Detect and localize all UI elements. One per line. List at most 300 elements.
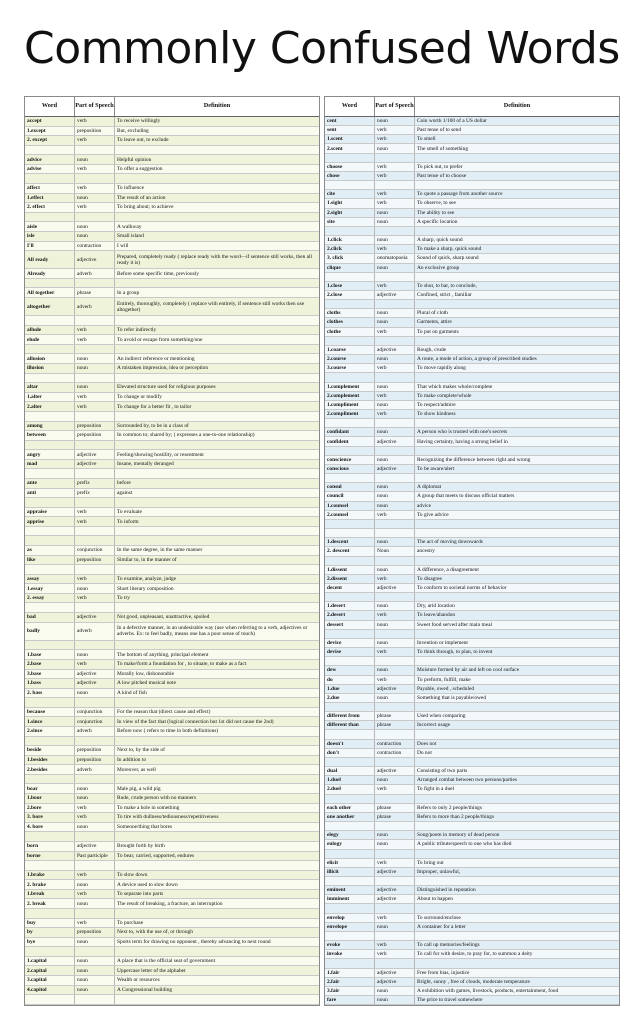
definition-cell: Morally low, dishonorable bbox=[117, 670, 174, 677]
definition-cell: A kind of fish bbox=[117, 689, 147, 696]
word-cell bbox=[25, 565, 75, 574]
definition-cell: To change for a better fit , to tailor bbox=[117, 403, 192, 410]
table-row bbox=[25, 575, 319, 585]
word-cell: 2.besides bbox=[25, 765, 75, 774]
table-row bbox=[325, 978, 619, 987]
definition-cell: Elevated structure used for religious purposes bbox=[117, 384, 216, 391]
word-cell: 2.base bbox=[25, 660, 75, 669]
definition-cell bbox=[115, 345, 319, 354]
word-cell: All together bbox=[25, 288, 75, 297]
part-of-speech-cell: noun bbox=[375, 987, 415, 995]
word-cell: 1.brake bbox=[25, 871, 75, 880]
definition-cell: To purchase bbox=[117, 919, 144, 926]
table-row bbox=[325, 245, 619, 254]
definition-cell: A container for a letter bbox=[417, 923, 466, 930]
table-row bbox=[25, 670, 319, 680]
definition-cell bbox=[415, 904, 619, 912]
word-cell bbox=[25, 641, 75, 650]
part-of-speech-cell: noun bbox=[75, 938, 115, 947]
word-cell: 3. click bbox=[325, 254, 375, 262]
table-row bbox=[25, 527, 319, 537]
table-row bbox=[325, 657, 619, 666]
word-cell: born bbox=[25, 842, 75, 851]
definition-cell: To receive willingly bbox=[117, 118, 161, 125]
part-of-speech-cell: verb bbox=[375, 364, 415, 372]
table-row bbox=[25, 832, 319, 842]
word-cell: 3. bore bbox=[25, 813, 75, 822]
definition-cell bbox=[115, 146, 319, 155]
word-cell: 1.coarse bbox=[325, 346, 375, 354]
definition-cell: Something that is payable/owed bbox=[417, 694, 487, 701]
table-row bbox=[325, 511, 619, 520]
table-row bbox=[25, 584, 319, 594]
definition-cell bbox=[115, 316, 319, 325]
part-of-speech-cell: noun bbox=[375, 144, 415, 152]
definition-cell: Male pig, a wild pig bbox=[117, 785, 161, 792]
part-of-speech-cell: noun bbox=[375, 621, 415, 629]
part-of-speech-cell: noun bbox=[375, 502, 415, 510]
word-cell: doesn't bbox=[325, 740, 375, 748]
table-row bbox=[325, 282, 619, 291]
word-cell: 2.scent bbox=[325, 144, 375, 152]
table-row bbox=[325, 309, 619, 318]
word-cell: 1.close bbox=[325, 282, 375, 290]
table-row bbox=[25, 623, 319, 641]
word-cell: 1.base bbox=[25, 650, 75, 659]
word-cell: consul bbox=[325, 483, 375, 491]
definition-cell: To respect/admire bbox=[417, 401, 456, 408]
part-of-speech-cell: noun bbox=[375, 840, 415, 848]
definition-cell bbox=[115, 536, 319, 545]
definition-cell: In common to; shared by; ( expresses a one-to-one relationship) bbox=[117, 432, 255, 439]
part-of-speech-cell: noun bbox=[375, 236, 415, 244]
word-cell: 2. effect bbox=[25, 203, 75, 212]
word-cell: dual bbox=[325, 767, 375, 775]
table-row bbox=[25, 184, 319, 194]
part-of-speech-cell: noun bbox=[375, 566, 415, 574]
part-of-speech-cell: verb bbox=[375, 511, 415, 519]
part-of-speech-cell: Noun bbox=[375, 547, 415, 555]
table-row bbox=[25, 460, 319, 470]
definition-cell: To leave/abandon bbox=[417, 612, 456, 619]
definition-cell: The result of breaking, a fracture, an interruption bbox=[117, 900, 223, 907]
word-cell: 2.course bbox=[325, 355, 375, 363]
word-cell: envelope bbox=[325, 923, 375, 931]
part-of-speech-cell: noun bbox=[375, 264, 415, 272]
definition-cell: Invention or implement bbox=[417, 639, 468, 646]
table-row bbox=[325, 959, 619, 968]
table-row bbox=[25, 326, 319, 336]
table-row bbox=[25, 203, 319, 213]
word-cell: angry bbox=[25, 450, 75, 459]
word-cell bbox=[325, 154, 375, 162]
definition-cell bbox=[415, 529, 619, 537]
definition-cell: To pick out, to prefer bbox=[417, 163, 463, 170]
table-row bbox=[25, 852, 319, 862]
word-cell: 2. break bbox=[25, 899, 75, 908]
table-row bbox=[25, 364, 319, 374]
word-cell: 1.duel bbox=[325, 776, 375, 784]
definition-cell bbox=[415, 557, 619, 565]
word-cell: choose bbox=[325, 163, 375, 171]
part-of-speech-cell: verb bbox=[75, 335, 115, 344]
definition-cell bbox=[415, 657, 619, 665]
table-row bbox=[325, 254, 619, 263]
word-cell bbox=[325, 557, 375, 565]
word-cell bbox=[25, 498, 75, 507]
word-cell: cite bbox=[325, 190, 375, 198]
part-of-speech-cell: noun bbox=[375, 831, 415, 839]
header-part-of-speech: Part of Speech bbox=[375, 97, 415, 116]
part-of-speech-cell: noun bbox=[75, 823, 115, 832]
definition-cell: Dry, arid location bbox=[417, 603, 455, 610]
definition-cell: A specific location bbox=[417, 218, 458, 225]
table-row bbox=[25, 966, 319, 976]
definition-cell: Refers to only 2 people/things bbox=[417, 804, 482, 811]
part-of-speech-cell: noun bbox=[75, 364, 115, 373]
table-row bbox=[325, 831, 619, 840]
table-row bbox=[325, 795, 619, 804]
word-cell: 2.since bbox=[25, 727, 75, 736]
word-cell: allude bbox=[25, 326, 75, 335]
part-of-speech-cell: noun bbox=[75, 957, 115, 966]
definition-cell: To conform to societal norms of behavior bbox=[417, 585, 507, 592]
word-cell bbox=[25, 279, 75, 288]
word-cell: fare bbox=[325, 996, 375, 1004]
part-of-speech-cell: verb bbox=[75, 919, 115, 928]
part-of-speech-cell: verb bbox=[75, 165, 115, 174]
definition-cell: To preform, fulfill, make bbox=[417, 676, 471, 683]
definition-cell: To fight in a duel bbox=[417, 786, 455, 793]
word-cell: confidant bbox=[325, 428, 375, 436]
word-cell: 2.counsel bbox=[325, 511, 375, 519]
definition-cell: Sound of quick, sharp sound bbox=[417, 255, 479, 262]
word-cell: bye bbox=[25, 938, 75, 947]
definition-cell: To think through, to plan, to invent bbox=[417, 649, 493, 656]
part-of-speech-cell: noun bbox=[375, 602, 415, 610]
table-row bbox=[25, 298, 319, 316]
table-row bbox=[25, 232, 319, 242]
part-of-speech-cell: adverb bbox=[75, 298, 115, 315]
definition-cell: To refer indirectly bbox=[117, 326, 157, 333]
definition-cell: ancestry bbox=[417, 548, 435, 555]
part-of-speech-cell bbox=[75, 565, 115, 574]
definition-cell: To separate into parts bbox=[117, 891, 164, 898]
table-row bbox=[325, 474, 619, 483]
word-cell: 2. except bbox=[25, 136, 75, 145]
table-row bbox=[325, 904, 619, 913]
table-row bbox=[325, 318, 619, 327]
word-cell bbox=[25, 947, 75, 956]
part-of-speech-cell bbox=[375, 300, 415, 308]
definition-cell: To leave out, to exclude bbox=[117, 137, 169, 144]
definition-cell: Before some specific time, previously bbox=[117, 270, 199, 277]
part-of-speech-cell: verb bbox=[75, 890, 115, 899]
part-of-speech-cell: conjunction bbox=[75, 708, 115, 717]
definition-cell: A walkway bbox=[117, 223, 142, 230]
table-row bbox=[25, 194, 319, 204]
word-cell bbox=[25, 536, 75, 545]
table-row bbox=[325, 804, 619, 813]
part-of-speech-cell: preposition bbox=[75, 928, 115, 937]
table-row bbox=[25, 594, 319, 604]
part-of-speech-cell: noun bbox=[375, 923, 415, 931]
word-cell bbox=[325, 932, 375, 940]
definition-cell: To bear, carried, supported, endures bbox=[117, 852, 195, 859]
table-row bbox=[25, 603, 319, 613]
table-row bbox=[25, 928, 319, 938]
word-cell bbox=[25, 374, 75, 383]
word-cell: clique bbox=[325, 264, 375, 272]
word-cell: accept bbox=[25, 117, 75, 126]
word-cell: 1.click bbox=[325, 236, 375, 244]
part-of-speech-cell: phrase bbox=[375, 813, 415, 821]
part-of-speech-cell: noun bbox=[75, 584, 115, 593]
definition-cell: To make complete/whole bbox=[417, 392, 472, 399]
part-of-speech-cell: adjective bbox=[375, 437, 415, 445]
word-cell: like bbox=[25, 556, 75, 565]
table-row bbox=[325, 987, 619, 996]
definition-cell bbox=[415, 373, 619, 381]
part-of-speech-cell: noun bbox=[75, 899, 115, 908]
definition-cell: Brought forth by birth bbox=[117, 843, 165, 850]
definition-cell: A sharp, quick sound bbox=[417, 237, 463, 244]
word-cell: confident bbox=[325, 437, 375, 445]
table-row bbox=[25, 450, 319, 460]
definition-cell: Refers to more than 2 people/things bbox=[417, 813, 495, 820]
part-of-speech-cell bbox=[75, 698, 115, 707]
table-row bbox=[25, 708, 319, 718]
table-row bbox=[325, 914, 619, 923]
part-of-speech-cell: phrase bbox=[375, 721, 415, 729]
part-of-speech-cell: noun bbox=[75, 689, 115, 698]
definition-cell: To offer a suggestion bbox=[117, 166, 163, 173]
table-row bbox=[325, 886, 619, 895]
definition-cell: Past tense of to choose bbox=[417, 172, 467, 179]
word-cell: boar bbox=[25, 784, 75, 793]
word-cell bbox=[325, 520, 375, 528]
definition-cell: An exclusive group bbox=[417, 264, 460, 271]
part-of-speech-cell: noun bbox=[375, 428, 415, 436]
definition-cell: To slow down bbox=[117, 871, 148, 878]
table-row bbox=[25, 813, 319, 823]
definition-cell bbox=[415, 822, 619, 830]
part-of-speech-cell bbox=[375, 181, 415, 189]
definition-cell: Moisture formed by air and left on cool surface bbox=[417, 667, 520, 674]
table-row bbox=[325, 437, 619, 446]
word-cell bbox=[325, 373, 375, 381]
part-of-speech-cell: noun bbox=[375, 639, 415, 647]
word-cell: council bbox=[325, 492, 375, 500]
table-row bbox=[25, 288, 319, 298]
part-of-speech-cell: verb bbox=[375, 914, 415, 922]
word-cell: altar bbox=[25, 383, 75, 392]
table-row bbox=[325, 685, 619, 694]
word-cell: 2.compliment bbox=[325, 410, 375, 418]
part-of-speech-cell: adjective bbox=[75, 842, 115, 851]
table-row bbox=[325, 712, 619, 721]
word-cell: eminent bbox=[325, 886, 375, 894]
word-cell: 2.dissent bbox=[325, 575, 375, 583]
definition-cell: Short literary composition bbox=[117, 585, 174, 592]
definition-cell: A exhibition with games, livestock, products, entertainment, food bbox=[417, 987, 559, 994]
part-of-speech-cell bbox=[375, 447, 415, 455]
word-cell: 1.desert bbox=[325, 602, 375, 610]
part-of-speech-cell bbox=[75, 641, 115, 650]
word-cell: apprise bbox=[25, 517, 75, 526]
part-of-speech-cell: noun bbox=[375, 309, 415, 317]
part-of-speech-cell bbox=[375, 337, 415, 345]
definition-cell bbox=[115, 565, 319, 574]
table-row bbox=[325, 749, 619, 758]
part-of-speech-cell: verb bbox=[375, 392, 415, 400]
part-of-speech-cell: Past participle bbox=[75, 852, 115, 861]
definition-cell: The price to travel somewhere bbox=[417, 997, 483, 1004]
part-of-speech-cell: noun bbox=[375, 318, 415, 326]
table-row bbox=[25, 689, 319, 699]
table-row bbox=[25, 279, 319, 289]
word-cell: do bbox=[325, 676, 375, 684]
part-of-speech-cell: noun bbox=[75, 155, 115, 164]
part-of-speech-cell bbox=[375, 877, 415, 885]
definition-cell: Rough, crude bbox=[417, 346, 447, 353]
word-cell: site bbox=[325, 218, 375, 226]
definition-cell: A Congressional building bbox=[117, 986, 173, 993]
part-of-speech-cell: adjective bbox=[375, 346, 415, 354]
word-cell bbox=[325, 447, 375, 455]
word-cell: 1.break bbox=[25, 890, 75, 899]
table-row bbox=[325, 135, 619, 144]
word-cell bbox=[25, 469, 75, 478]
definition-cell: But, excluding bbox=[117, 127, 149, 134]
part-of-speech-cell: adverb bbox=[75, 765, 115, 774]
word-cell: assay bbox=[25, 575, 75, 584]
definition-cell: Song/poem in memory of dead person bbox=[417, 832, 500, 839]
definition-cell: Garments, attire bbox=[417, 319, 452, 326]
definition-cell: To call up memories/feelings bbox=[417, 942, 480, 949]
table-row bbox=[325, 492, 619, 501]
part-of-speech-cell bbox=[75, 603, 115, 612]
table-row bbox=[325, 547, 619, 556]
table-row bbox=[25, 136, 319, 146]
word-cell bbox=[325, 181, 375, 189]
definition-cell: That which makes whole/complete bbox=[417, 383, 493, 390]
word-cell: each other bbox=[325, 804, 375, 812]
table-row bbox=[25, 402, 319, 412]
part-of-speech-cell: verb bbox=[75, 508, 115, 517]
word-cell: bad bbox=[25, 613, 75, 622]
part-of-speech-cell: verb bbox=[75, 660, 115, 669]
definition-cell: I will bbox=[117, 242, 129, 249]
definition-cell: To shut, to bar, to conclude, bbox=[417, 282, 477, 289]
part-of-speech-cell bbox=[375, 795, 415, 803]
definition-cell: Coin worth 1/100 of a US dollar bbox=[417, 118, 487, 125]
part-of-speech-cell: noun bbox=[75, 976, 115, 985]
table-row bbox=[325, 730, 619, 739]
table-row bbox=[325, 969, 619, 978]
word-cell: advise bbox=[25, 165, 75, 174]
part-of-speech-cell bbox=[75, 536, 115, 545]
part-of-speech-cell bbox=[375, 273, 415, 281]
definition-cell: In a group bbox=[117, 289, 140, 296]
definition-cell: Confined, strict , familiar bbox=[417, 292, 472, 299]
part-of-speech-cell bbox=[375, 932, 415, 940]
word-cell bbox=[25, 527, 75, 536]
word-cell: 1.scent bbox=[325, 135, 375, 143]
table-row bbox=[25, 251, 319, 269]
part-of-speech-cell: noun bbox=[375, 456, 415, 464]
definition-cell: To call for with desire, to pray for, to summon a deity bbox=[417, 951, 533, 958]
table-row bbox=[325, 172, 619, 181]
part-of-speech-cell: verb bbox=[75, 813, 115, 822]
definition-cell: To observe, to see bbox=[417, 200, 456, 207]
definition-cell: Moreover, as well bbox=[117, 766, 156, 773]
table-row bbox=[325, 300, 619, 309]
word-cell bbox=[325, 959, 375, 967]
table-row bbox=[25, 737, 319, 747]
part-of-speech-cell: noun bbox=[375, 492, 415, 500]
definition-cell bbox=[115, 213, 319, 222]
word-cell: as bbox=[25, 546, 75, 555]
definition-cell bbox=[415, 630, 619, 638]
part-of-speech-cell bbox=[375, 593, 415, 601]
table-row bbox=[325, 850, 619, 859]
part-of-speech-cell: adjective bbox=[375, 969, 415, 977]
definition-cell: Not good, unpleasant, unattractive, spoiled bbox=[117, 614, 210, 621]
definition-cell: To influence bbox=[117, 185, 145, 192]
definition-cell: Entirely, thoroughly, completely ( replace with entirely, if sentence still works then use altogether) bbox=[117, 300, 305, 313]
word-cell: 2.capital bbox=[25, 966, 75, 975]
definition-cell: Free from bias, injustice bbox=[417, 969, 470, 976]
part-of-speech-cell: adjective bbox=[75, 450, 115, 459]
part-of-speech-cell bbox=[75, 469, 115, 478]
table-row bbox=[325, 346, 619, 355]
part-of-speech-cell bbox=[375, 557, 415, 565]
part-of-speech-cell: noun bbox=[75, 383, 115, 392]
table-row bbox=[25, 986, 319, 996]
table-row bbox=[25, 890, 319, 900]
part-of-speech-cell: onomatopoeia bbox=[375, 254, 415, 262]
word-cell bbox=[325, 877, 375, 885]
table-header bbox=[325, 97, 619, 117]
table-row bbox=[25, 213, 319, 223]
part-of-speech-cell: verb bbox=[75, 117, 115, 126]
part-of-speech-cell: verb bbox=[375, 611, 415, 619]
definition-cell bbox=[415, 703, 619, 711]
definition-cell bbox=[115, 441, 319, 450]
definition-cell: Consisting of two parts bbox=[417, 768, 468, 775]
table-row bbox=[325, 328, 619, 337]
definition-cell: Sports term for drawing no opponent , thereby advancing to next round bbox=[117, 938, 271, 945]
word-cell: illusion bbox=[25, 364, 75, 373]
table-row bbox=[25, 536, 319, 546]
table-header bbox=[25, 97, 319, 117]
table-row bbox=[325, 822, 619, 831]
definition-cell: Arranged combat between two persons/parties bbox=[417, 777, 517, 784]
definition-cell: Incorrect usage bbox=[417, 722, 451, 729]
part-of-speech-cell: verb bbox=[75, 326, 115, 335]
part-of-speech-cell bbox=[75, 947, 115, 956]
table-row bbox=[325, 996, 619, 1005]
word-cell bbox=[325, 758, 375, 766]
table-row bbox=[25, 727, 319, 737]
part-of-speech-cell: prefix bbox=[75, 479, 115, 488]
table-row bbox=[25, 517, 319, 527]
part-of-speech-cell: adjective bbox=[75, 251, 115, 268]
word-cell: dessert bbox=[325, 621, 375, 629]
part-of-speech-cell: verb bbox=[375, 199, 415, 207]
word-cell: different than bbox=[325, 721, 375, 729]
